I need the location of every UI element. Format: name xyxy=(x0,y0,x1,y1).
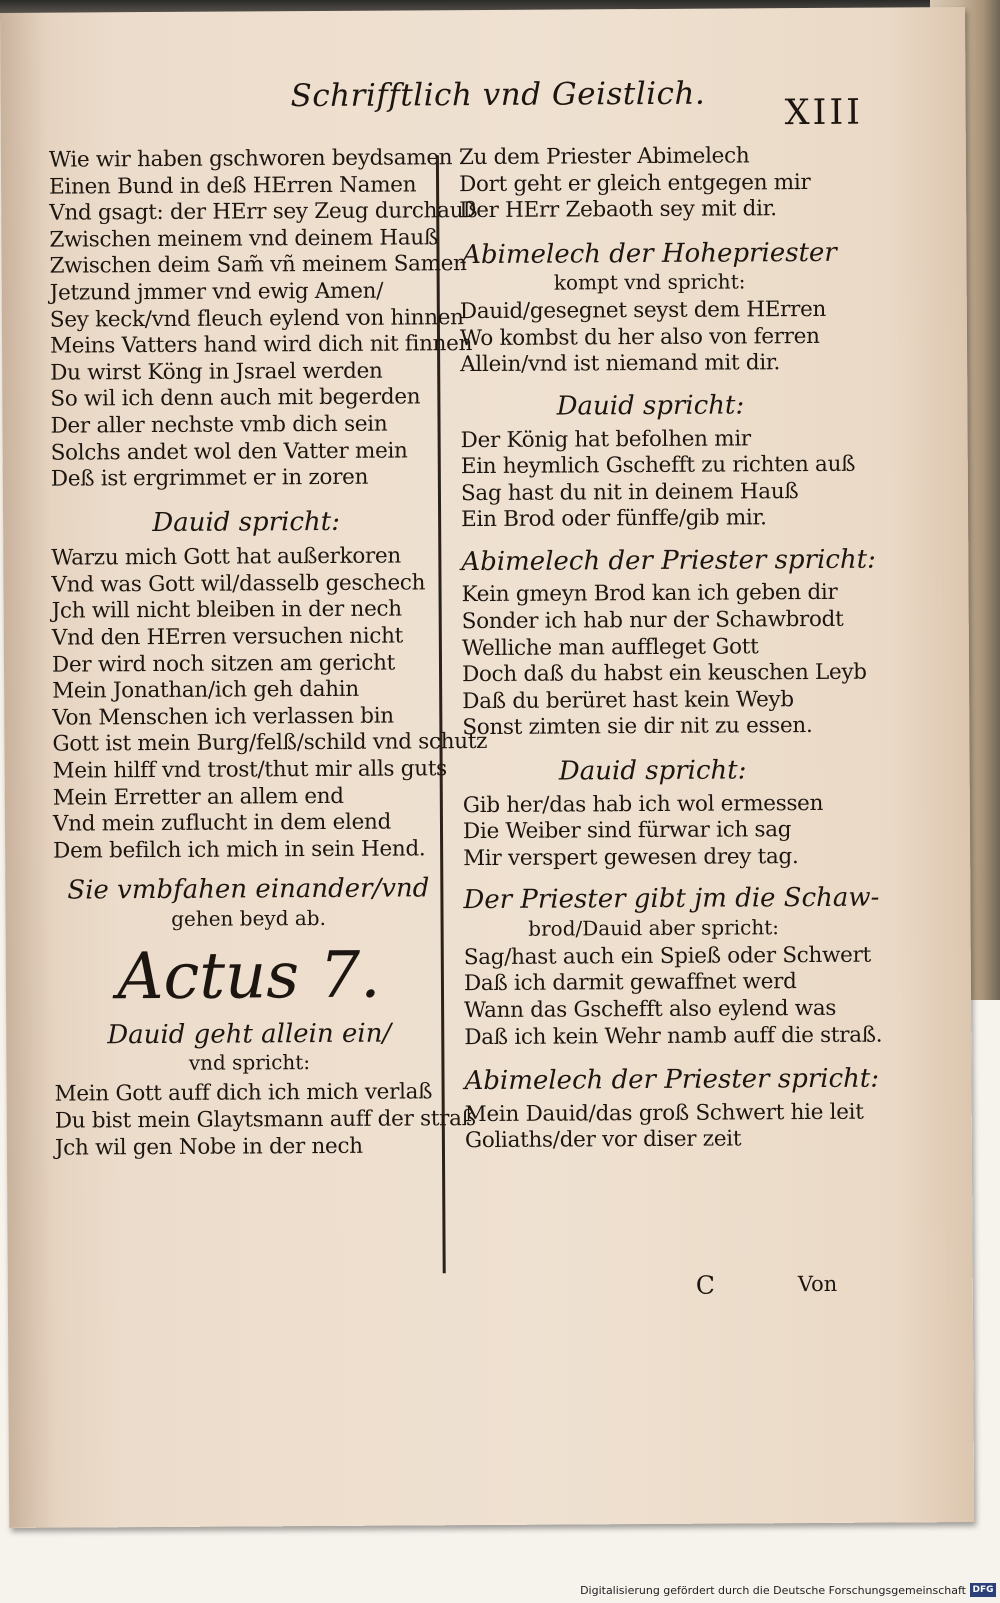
verse-line: Jch wil gen Nobe in der nech xyxy=(54,1133,363,1161)
verse-line: Wann das Gschefft also eylend was xyxy=(464,995,837,1024)
verse-line: Ein heymlich Gschefft zu richten auß xyxy=(460,451,856,480)
verse-line: Sonder ich hab nur der Schawbrodt xyxy=(461,606,844,635)
verse-line: Warzu mich Gott hat außerkoren xyxy=(51,543,401,571)
stage-block xyxy=(54,1017,444,1076)
verse-line: Mir verspert gewesen drey tag. xyxy=(463,843,799,871)
verse-line: Goliaths/der vor diser zeit xyxy=(464,1126,742,1154)
speaker-block xyxy=(464,1063,880,1098)
running-head-title: Schrifftlich vnd Geistlich. xyxy=(290,75,706,115)
speaker-heading: Dauid spricht: xyxy=(556,390,745,422)
verse-line: Meins Vatters hand wird dich nit finnen xyxy=(49,331,473,359)
verse-line: Dem befilch ich mich in sein Hend. xyxy=(53,836,426,864)
speaker-heading: Abimelech der Priester spricht: xyxy=(461,544,876,578)
verse-line: Der König hat befolhen mir xyxy=(460,425,751,453)
stage-direction-line: vnd spricht: xyxy=(188,1050,311,1076)
verse-line: Gott ist mein Burg/felß/schild vnd schutz xyxy=(52,729,488,758)
verse-line: Vnd mein zuflucht in dem elend xyxy=(52,809,392,837)
verse-block xyxy=(464,1099,864,1155)
stage-direction-line: kompt vnd spricht: xyxy=(553,269,746,295)
verse-line: So wil ich denn auch mit begerden xyxy=(50,384,421,412)
verse-block xyxy=(48,145,478,493)
verse-line: Dort geht er gleich entgegen mir xyxy=(458,169,811,197)
verse-line: Du wirst Köng in Jsrael werden xyxy=(50,358,383,386)
verse-line: Mein Gott auff dich ich mich verlaß xyxy=(54,1079,433,1107)
verse-line: Welliche man auffleget Gott xyxy=(461,633,759,661)
stage-direction-line: Der Priester gibt jm die Schaw- xyxy=(463,882,880,916)
speaker-block xyxy=(461,544,876,579)
verse-block xyxy=(51,543,488,865)
verse-line: Mein Jonathan/ich geh dahin xyxy=(52,676,359,704)
stage-direction-line: Sie vmbfahen einander/vnd xyxy=(67,873,430,906)
actus-block xyxy=(54,938,444,1015)
verse-line: Wo kombst du her also von ferren xyxy=(459,323,820,352)
act-heading: Actus 7. xyxy=(117,938,381,1015)
verse-line: Daß du berüret hast kein Weyb xyxy=(462,686,794,714)
verse-line: Sag hast du nit in deinem Hauß xyxy=(460,478,799,506)
verse-line: Jch will nicht bleiben in der nech xyxy=(51,596,402,625)
verse-line: Doch daß du habst ein keuschen Leyb xyxy=(461,659,867,688)
verse-line: Ein Brod oder fünffe/gib mir. xyxy=(461,505,767,533)
verse-line: Solchs andet wol den Vatter mein xyxy=(50,437,408,466)
verse-line: Dauid/gesegnet seyst dem HErren xyxy=(459,297,827,325)
verse-block xyxy=(459,143,839,225)
verse-line: Mein hilff vnd trost/thut mir alls guts xyxy=(52,756,447,784)
folio-number: XIII xyxy=(784,92,864,134)
verse-line: Vnd was Gott wil/dasselb geschech xyxy=(51,570,426,598)
verse-line: Der HErr Zebaoth sey mit dir. xyxy=(459,196,777,224)
verse-line: Sag/hast auch ein Spieß oder Schwert xyxy=(463,942,871,970)
left-text-column xyxy=(48,145,488,1161)
verse-block xyxy=(463,790,843,872)
speaker-heading: Dauid spricht: xyxy=(152,506,340,538)
speaker-block xyxy=(51,505,441,540)
signature-mark: C xyxy=(695,1270,716,1300)
verse-line: Daß ich kein Wehr namb auff die straß. xyxy=(464,1022,883,1050)
stage-block xyxy=(463,882,880,941)
verse-line: Vnd den HErren versuchen nicht xyxy=(51,623,404,651)
verse-line: Allein/vnd ist niemand mit dir. xyxy=(460,350,781,378)
stage-direction-line: Abimelech der Hohepriester xyxy=(462,237,837,270)
verse-line: Zu dem Priester Abimelech xyxy=(458,143,750,171)
verse-line: Wie wir haben gschworen beydsamen xyxy=(48,145,453,173)
dfg-logo: DFG xyxy=(970,1583,996,1597)
verse-line: Zwischen meinem vnd deinem Hauß xyxy=(49,225,439,253)
verse-block xyxy=(461,580,867,742)
stage-direction-line: gehen beyd ab. xyxy=(171,905,327,931)
verse-line: Vnd gsagt: der HErr sey Zeug durchauß xyxy=(49,198,478,226)
verse-line: Du bist mein Glaytsmann auff der straß xyxy=(54,1106,476,1134)
stage-block xyxy=(53,873,443,932)
stage-block xyxy=(459,237,839,296)
verse-line: Sonst zimten sie dir nit zu essen. xyxy=(462,713,813,741)
verse-block xyxy=(460,425,856,534)
speaker-heading: Abimelech der Priester spricht: xyxy=(464,1063,880,1097)
verse-line: Kein gmeyn Brod kan ich geben dir xyxy=(461,580,838,608)
verse-line: Daß ich darmit gewaffnet werd xyxy=(463,969,797,997)
verse-line: Deß ist ergrimmet er in zoren xyxy=(50,464,369,492)
verse-line: Gib her/das hab ich wol ermessen xyxy=(462,790,824,818)
verse-line: Der wird noch sitzen am gericht xyxy=(51,650,395,678)
verse-line: Mein Dauid/das groß Schwert hie leit xyxy=(464,1099,864,1127)
right-text-column xyxy=(458,143,883,1155)
verse-line: Mein Erretter an allem end xyxy=(52,783,344,811)
verse-block xyxy=(460,297,840,379)
catchword: Von xyxy=(797,1271,838,1297)
verse-block xyxy=(463,942,883,1052)
speaker-block xyxy=(463,754,843,789)
speaker-block xyxy=(460,389,840,424)
verse-line: Von Menschen ich verlassen bin xyxy=(52,703,394,731)
speaker-heading: Dauid spricht: xyxy=(558,755,747,787)
verse-line: Der aller nechste vmb dich sein xyxy=(50,411,388,439)
verse-line: Jetzund jmmer vnd ewig Amen/ xyxy=(49,278,384,306)
book-page xyxy=(0,7,974,1528)
verse-block xyxy=(54,1079,476,1162)
verse-line: Die Weiber sind fürwar ich sag xyxy=(462,817,792,845)
verse-line: Sey keck/vnd fleuch eylend von hinnen xyxy=(49,304,464,333)
stage-direction-line: Dauid geht allein ein/ xyxy=(107,1018,392,1051)
verse-line: Zwischen deim Sam̃ vñ meinem Samen xyxy=(49,251,467,280)
digitization-credit: Digitalisierung gefördert durch die Deutsche Forschungsgemeinschaft xyxy=(580,1584,966,1597)
verse-line: Einen Bund in deß HErren Namen xyxy=(48,172,417,200)
stage-direction-line: brod/Dauid aber spricht: xyxy=(528,914,780,941)
